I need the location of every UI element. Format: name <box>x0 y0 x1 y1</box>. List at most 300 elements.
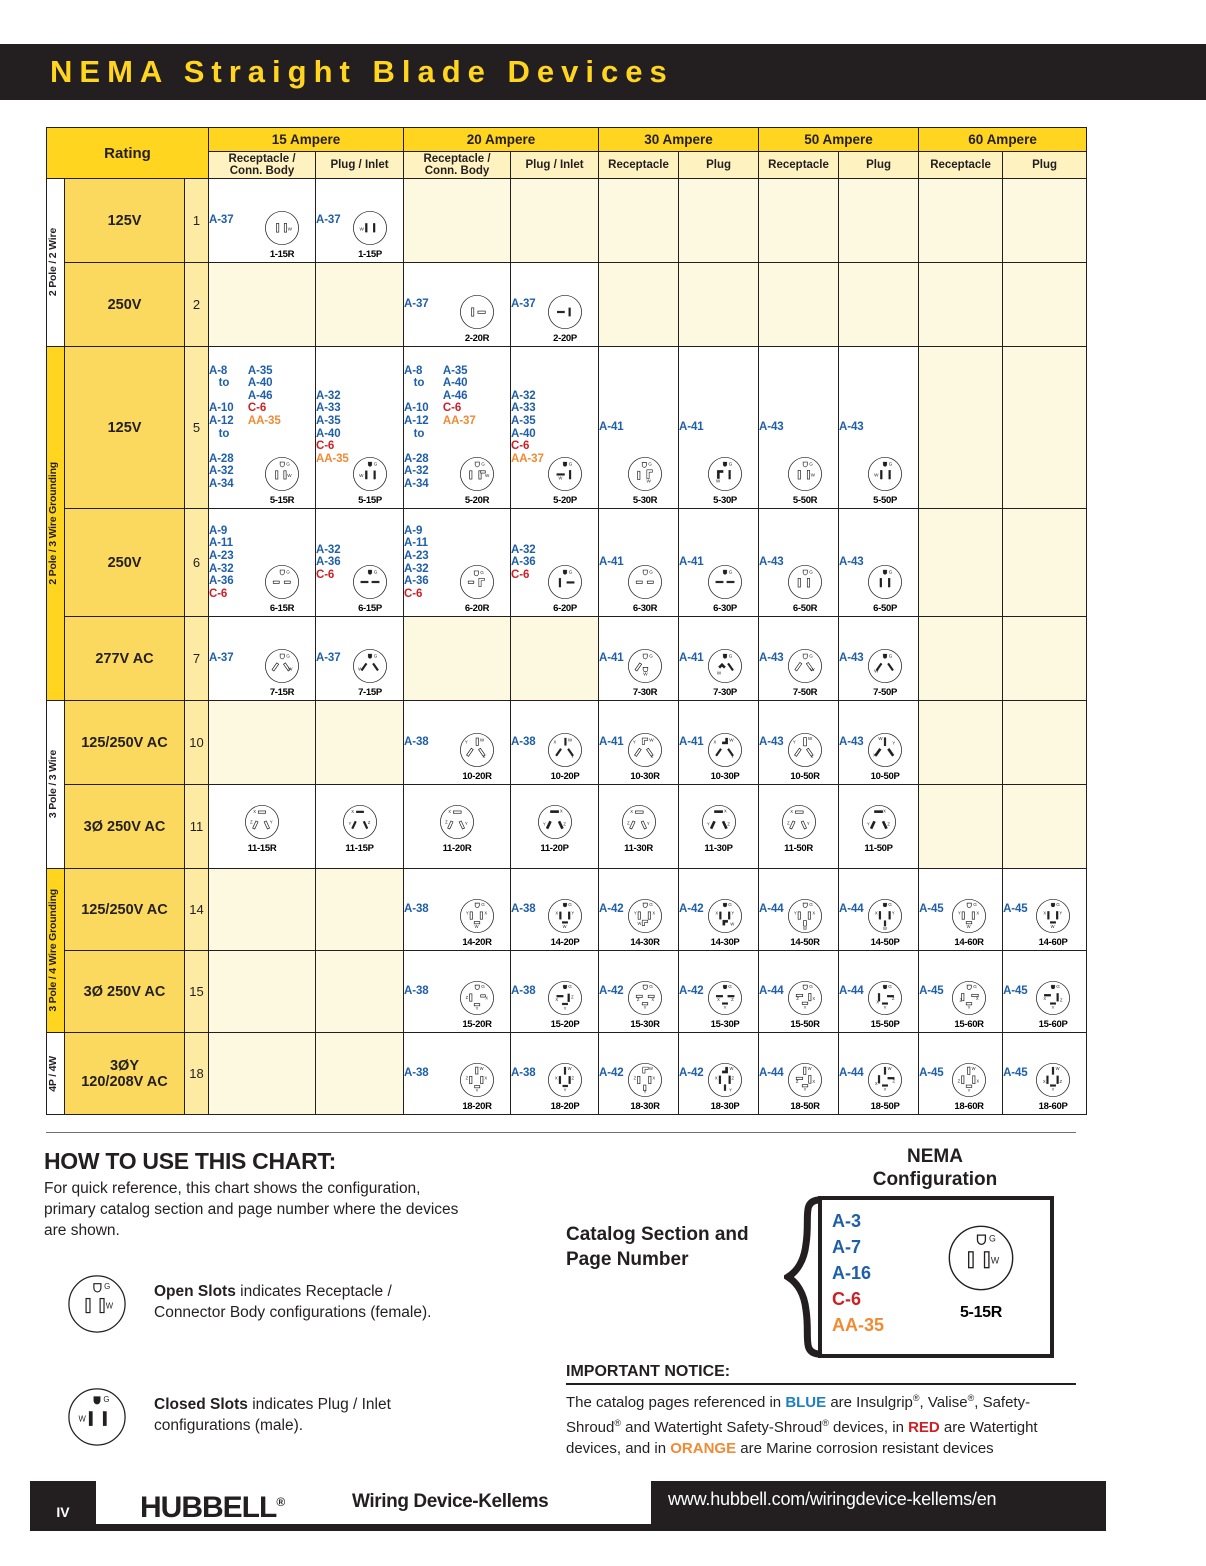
svg-text:G: G <box>286 461 290 467</box>
device-cell <box>599 951 679 1033</box>
empty-cell <box>316 263 404 347</box>
catalog-code[interactable]: A-46 <box>247 389 273 402</box>
hubbell-wordmark: HUBBELL <box>140 1491 277 1524</box>
device-figure <box>253 205 311 260</box>
device-cell <box>759 701 839 785</box>
device-figure <box>1024 975 1082 1030</box>
svg-text:Y: Y <box>729 1087 732 1093</box>
catalog-code[interactable]: A-35 <box>442 364 468 377</box>
catalog-code[interactable]: A-36 <box>404 575 429 588</box>
catalog-code[interactable]: A-41 <box>599 421 624 434</box>
catalog-code[interactable]: A-41 <box>599 736 624 749</box>
catalog-code[interactable]: A-32 <box>316 543 341 556</box>
subhead-line2: Conn. Body <box>229 165 295 177</box>
device-figure <box>233 799 291 854</box>
device-figure <box>940 893 998 948</box>
subhead-line2: Conn. Body <box>424 165 490 177</box>
device-cell <box>839 347 919 509</box>
catalog-code[interactable]: A-34 <box>209 477 234 490</box>
device-figure <box>776 451 834 506</box>
legend-device-figure <box>926 1214 1036 1322</box>
catalog-code[interactable]: A-44 <box>759 1067 784 1080</box>
nema-config-number: 1 <box>185 179 209 263</box>
device-name: 14-60P <box>1038 937 1068 948</box>
catalog-code[interactable]: to <box>413 427 425 440</box>
catalog-code[interactable]: A-42 <box>679 903 704 916</box>
device-name: 14-60R <box>954 937 984 948</box>
catalog-code[interactable]: A-36 <box>316 556 341 569</box>
table-row <box>47 785 1087 869</box>
catalog-code[interactable]: C-6 <box>247 402 267 415</box>
device-cell <box>209 785 316 869</box>
notice-red: RED <box>908 1419 940 1436</box>
svg-text:Y: Y <box>803 1005 807 1011</box>
svg-text:W: W <box>288 666 293 672</box>
svg-text:G: G <box>649 901 653 907</box>
catalog-code[interactable]: A-43 <box>839 652 864 665</box>
legend-open-rest: indicates Receptacle / Connector Body configurations (female). <box>154 1283 432 1321</box>
nema-config-number: 11 <box>185 785 209 869</box>
svg-text:Y: Y <box>464 820 468 826</box>
catalog-code[interactable]: C-6 <box>404 587 423 600</box>
catalog-reference-column <box>599 421 624 434</box>
catalog-code[interactable]: A-35 <box>247 364 273 377</box>
catalog-reference-column <box>511 985 536 998</box>
catalog-code[interactable]: C-6 <box>511 440 530 453</box>
svg-text:X: X <box>484 910 488 916</box>
svg-text:G: G <box>286 653 290 659</box>
svg-text:Y: Y <box>563 1005 567 1011</box>
catalog-code[interactable]: A-42 <box>599 985 624 998</box>
device-name: 11-20P <box>540 843 569 854</box>
catalog-code[interactable]: A-38 <box>404 1067 429 1080</box>
svg-text:Y: Y <box>958 910 961 916</box>
svg-text:Z: Z <box>892 995 895 1001</box>
catalog-code[interactable]: A-45 <box>919 1067 944 1080</box>
catalog-code[interactable]: A-23 <box>404 549 429 562</box>
device-cell <box>511 509 599 617</box>
catalog-code[interactable]: A-43 <box>759 556 784 569</box>
device-name: 11-15R <box>247 843 277 854</box>
catalog-code[interactable]: A-12 <box>404 414 429 427</box>
device-figure <box>448 451 506 506</box>
catalog-code[interactable]: A-41 <box>679 736 704 749</box>
empty-cell <box>1003 785 1087 869</box>
svg-text:X: X <box>253 808 257 814</box>
svg-text:W: W <box>358 666 363 672</box>
catalog-code[interactable]: A-11 <box>404 537 428 550</box>
catalog-code[interactable]: A-45 <box>1003 903 1028 916</box>
device-name: 10-50R <box>790 771 820 782</box>
device-name: 15-30P <box>710 1019 740 1030</box>
svg-text:G: G <box>728 569 733 575</box>
svg-text:W: W <box>887 1065 892 1071</box>
svg-text:G: G <box>649 653 653 659</box>
legend-catalog-code[interactable]: A-7 <box>832 1237 862 1257</box>
catalog-code[interactable]: AA-35 <box>316 452 349 465</box>
catalog-code[interactable]: A-42 <box>599 1067 624 1080</box>
catalog-code[interactable]: A-10 <box>209 402 234 415</box>
device-cell <box>404 509 511 617</box>
table-row <box>47 1033 1087 1115</box>
catalog-code[interactable]: A-34 <box>404 477 429 490</box>
device-cell <box>919 951 1003 1033</box>
svg-text:W: W <box>729 1065 734 1071</box>
amp-header-30: 30 Ampere <box>599 128 759 152</box>
empty-cell <box>919 509 1003 617</box>
device-name: 10-20R <box>462 771 492 782</box>
device-cell <box>839 951 919 1033</box>
svg-text:G: G <box>888 461 893 467</box>
catalog-code[interactable]: A-38 <box>404 903 429 916</box>
catalog-code[interactable]: A-38 <box>511 1067 536 1080</box>
catalog-reference-column <box>404 525 429 601</box>
catalog-code[interactable]: A-37 <box>316 652 341 665</box>
catalog-reference-column <box>511 903 536 916</box>
device-cell <box>679 785 759 869</box>
device-figure <box>616 643 674 698</box>
svg-text:Z: Z <box>795 1078 799 1084</box>
device-name: 18-50R <box>790 1101 820 1112</box>
catalog-references <box>839 421 918 434</box>
catalog-code[interactable]: C-6 <box>442 402 462 415</box>
catalog-code[interactable]: A-9 <box>209 524 228 537</box>
empty-cell <box>919 617 1003 701</box>
device-figure <box>341 643 399 698</box>
device-name: 11-50R <box>784 843 813 854</box>
svg-text:G: G <box>649 983 653 989</box>
catalog-code[interactable]: A-12 <box>209 414 234 427</box>
device-name: 15-50R <box>790 1019 820 1030</box>
device-figure <box>536 1057 594 1112</box>
catalog-code[interactable]: A-37 <box>404 298 429 311</box>
catalog-code[interactable]: A-43 <box>839 736 864 749</box>
device-figure <box>776 1057 834 1112</box>
catalog-code[interactable]: A-42 <box>679 1067 704 1080</box>
device-cell <box>839 617 919 701</box>
svg-text:X: X <box>482 753 486 759</box>
catalog-code[interactable]: A-9 <box>404 524 423 537</box>
catalog-code[interactable]: A-44 <box>839 1067 864 1080</box>
device-cell <box>316 347 404 509</box>
table-row <box>47 951 1087 1033</box>
notice-p3: , Valise <box>919 1394 968 1411</box>
svg-text:W: W <box>874 472 879 478</box>
device-cell <box>511 347 599 509</box>
catalog-code[interactable]: A-38 <box>511 985 536 998</box>
device-name: 7-15P <box>358 687 382 698</box>
device-figure <box>253 559 311 614</box>
legend-closed-slots <box>58 1378 464 1456</box>
svg-text:X: X <box>448 808 452 814</box>
svg-text:W: W <box>807 1065 812 1071</box>
device-name: 15-30R <box>630 1019 660 1030</box>
catalog-code[interactable]: A-41 <box>679 421 704 434</box>
catalog-code[interactable]: A-42 <box>599 903 624 916</box>
table-row <box>47 509 1087 617</box>
svg-text:W: W <box>484 472 490 478</box>
catalog-code[interactable]: A-33 <box>316 402 341 415</box>
subhead-line1: Receptacle / <box>423 152 491 165</box>
voltage-label: 277V AC <box>65 617 185 701</box>
device-figure <box>856 727 914 782</box>
svg-text:G: G <box>728 901 732 907</box>
catalog-code[interactable]: A-28 <box>404 452 429 465</box>
svg-text:X: X <box>629 808 633 814</box>
device-figure <box>856 975 914 1030</box>
svg-text:W: W <box>643 671 648 677</box>
catalog-code[interactable]: A-32 <box>511 543 536 556</box>
device-name: 7-30P <box>713 687 737 698</box>
device-figure <box>536 289 594 344</box>
device-cell <box>316 617 404 701</box>
important-notice-body <box>566 1388 1078 1459</box>
device-name: 10-20P <box>550 771 580 782</box>
catalog-code[interactable]: A-37 <box>316 214 341 227</box>
catalog-code[interactable]: A-42 <box>679 985 704 998</box>
empty-cell <box>209 1033 316 1115</box>
svg-text:G: G <box>568 901 572 907</box>
catalog-code[interactable]: to <box>218 377 230 390</box>
catalog-code[interactable]: A-43 <box>759 421 784 434</box>
svg-text:X: X <box>651 996 655 1002</box>
device-name: 14-20P <box>550 937 580 948</box>
catalog-code[interactable]: AA-35 <box>247 414 281 427</box>
catalog-code[interactable]: A-38 <box>404 736 429 749</box>
device-name: 14-20R <box>462 937 492 948</box>
svg-text:Y: Y <box>891 910 895 916</box>
svg-text:X: X <box>350 808 354 814</box>
catalog-reference-column <box>404 298 429 311</box>
nema-title-line2: Configuration <box>872 1169 998 1190</box>
catalog-code[interactable]: C-6 <box>316 440 335 453</box>
catalog-code[interactable]: A-41 <box>599 652 624 665</box>
svg-text:Y: Y <box>633 739 636 745</box>
nema-title-line1: NEMA <box>907 1146 963 1167</box>
catalog-code[interactable]: A-38 <box>511 903 536 916</box>
svg-text:G: G <box>809 983 813 989</box>
device-figure <box>536 975 594 1030</box>
catalog-code[interactable]: C-6 <box>316 568 335 581</box>
subhead-30-receptacle: Receptacle <box>599 152 679 179</box>
catalog-code[interactable]: A-37 <box>209 652 234 665</box>
catalog-code[interactable]: A-40 <box>511 427 536 440</box>
nema-config-number: 6 <box>185 509 209 617</box>
brand-subtitle: Wiring Device-Kellems <box>352 1491 549 1512</box>
svg-text:W: W <box>730 921 735 927</box>
catalog-code[interactable]: A-32 <box>209 562 234 575</box>
catalog-code[interactable]: A-45 <box>1003 985 1028 998</box>
device-figure <box>448 893 506 948</box>
legend-catalog-code[interactable]: A-3 <box>832 1211 862 1231</box>
svg-text:X: X <box>650 753 654 759</box>
catalog-code[interactable]: A-37 <box>209 214 234 227</box>
svg-text:G: G <box>973 983 977 989</box>
svg-text:X: X <box>559 808 563 814</box>
page-number: IV <box>56 1504 70 1520</box>
footer-url[interactable]: www.hubbell.com/wiringdevice-kellems/en <box>668 1489 997 1509</box>
catalog-code[interactable]: A-37 <box>511 298 536 311</box>
catalog-code[interactable]: A-43 <box>839 556 864 569</box>
svg-text:W: W <box>287 226 292 232</box>
device-figure <box>856 559 914 614</box>
catalog-code[interactable]: A-45 <box>919 903 944 916</box>
device-cell <box>209 509 316 617</box>
page-title: NEMA Straight Blade Devices <box>50 54 674 89</box>
subhead-50-receptacle: Receptacle <box>759 152 839 179</box>
nema-config-number: 5 <box>185 347 209 509</box>
device-name: 5-30P <box>713 495 737 506</box>
subhead-20-plug: Plug / Inlet <box>511 152 599 179</box>
svg-text:G: G <box>568 461 573 467</box>
device-figure <box>616 559 674 614</box>
catalog-code[interactable]: A-40 <box>316 427 341 440</box>
catalog-code[interactable]: to <box>413 377 425 390</box>
svg-text:Y: Y <box>646 821 650 827</box>
catalog-code[interactable]: A-11 <box>209 537 233 550</box>
catalog-code[interactable]: A-33 <box>511 402 536 415</box>
notice-reg3: ® <box>614 1418 622 1428</box>
svg-text:W: W <box>649 737 654 743</box>
svg-text:Z: Z <box>626 820 630 826</box>
device-name: 5-20R <box>464 495 490 506</box>
catalog-reference-column <box>679 421 704 434</box>
legend-closed-rest: indicates Plug / Inlet configurations (male). <box>154 1396 391 1434</box>
device-figure <box>448 559 506 614</box>
svg-text:W: W <box>807 735 813 741</box>
device-name: 7-50P <box>873 687 897 698</box>
device-name: 15-50P <box>870 1019 900 1030</box>
svg-text:Z: Z <box>445 819 448 825</box>
catalog-code[interactable]: A-40 <box>247 377 273 390</box>
catalog-code[interactable]: A-43 <box>759 652 784 665</box>
svg-text:Y: Y <box>967 1005 971 1011</box>
svg-text:Y: Y <box>1051 1005 1055 1011</box>
device-cell <box>839 785 919 869</box>
empty-cell <box>209 701 316 785</box>
catalog-code[interactable]: A-36 <box>511 556 536 569</box>
catalog-code[interactable]: A-8 <box>404 364 423 377</box>
catalog-code[interactable]: to <box>218 427 230 440</box>
svg-text:G: G <box>649 569 653 575</box>
empty-cell <box>839 263 919 347</box>
catalog-code[interactable]: A-32 <box>404 562 429 575</box>
catalog-code[interactable]: A-44 <box>759 985 784 998</box>
catalog-code[interactable]: A-43 <box>839 421 864 434</box>
catalog-code[interactable]: C-6 <box>209 587 228 600</box>
catalog-code[interactable]: A-45 <box>1003 1067 1028 1080</box>
device-name: 5-15R <box>269 495 295 506</box>
table-row <box>47 347 1087 509</box>
device-figure <box>1024 1057 1082 1112</box>
device-figure <box>690 799 748 854</box>
legend-catalog-code[interactable]: A-16 <box>832 1263 872 1283</box>
device-cell <box>679 951 759 1033</box>
svg-text:G: G <box>888 569 893 575</box>
device-cell <box>316 179 404 263</box>
svg-text:G: G <box>481 461 485 467</box>
nema-devices-table <box>46 127 1087 1115</box>
svg-text:G: G <box>888 983 892 989</box>
device-name: 5-15P <box>358 495 382 506</box>
legend-catalog-code[interactable]: C-6 <box>832 1289 862 1309</box>
catalog-code[interactable]: A-36 <box>209 575 234 588</box>
device-cell <box>679 701 759 785</box>
device-name: 11-30P <box>704 843 733 854</box>
catalog-code[interactable]: A-44 <box>759 903 784 916</box>
notice-orange: ORANGE <box>670 1440 737 1457</box>
device-cell <box>759 509 839 617</box>
catalog-code[interactable]: AA-37 <box>511 452 544 465</box>
catalog-references <box>679 421 758 434</box>
device-figure <box>856 1057 914 1112</box>
catalog-code[interactable]: A-32 <box>404 465 429 478</box>
device-cell <box>316 509 404 617</box>
catalog-reference-column <box>511 544 536 582</box>
catalog-code[interactable]: A-32 <box>316 389 341 402</box>
catalog-code[interactable]: A-38 <box>511 736 536 749</box>
catalog-code[interactable]: A-38 <box>404 985 429 998</box>
catalog-reference-column <box>404 365 434 491</box>
catalog-code[interactable]: A-45 <box>919 985 944 998</box>
catalog-code[interactable]: A-43 <box>759 736 784 749</box>
catalog-code[interactable]: A-10 <box>404 402 429 415</box>
device-figure <box>341 205 399 260</box>
catalog-code[interactable]: A-32 <box>209 465 234 478</box>
svg-text:Y: Y <box>633 910 637 916</box>
svg-text:Y: Y <box>643 1005 647 1011</box>
catalog-code[interactable]: A-46 <box>442 389 468 402</box>
device-figure <box>331 799 389 854</box>
device-figure <box>448 975 506 1030</box>
catalog-code[interactable]: A-41 <box>679 556 704 569</box>
svg-text:Z: Z <box>1060 997 1063 1003</box>
catalog-code[interactable]: A-44 <box>839 985 864 998</box>
catalog-reference-column <box>759 421 784 434</box>
svg-text:Z: Z <box>959 997 963 1003</box>
catalog-code[interactable]: C-6 <box>511 568 530 581</box>
device-cell <box>511 1033 599 1115</box>
catalog-code[interactable]: A-35 <box>511 414 536 427</box>
device-figure <box>253 451 311 506</box>
catalog-code[interactable]: AA-37 <box>442 414 476 427</box>
catalog-code[interactable]: A-44 <box>839 903 864 916</box>
empty-cell <box>404 617 511 701</box>
page-title-banner <box>0 44 1206 100</box>
catalog-code[interactable]: A-41 <box>599 556 624 569</box>
catalog-code[interactable]: A-23 <box>209 549 234 562</box>
catalog-code[interactable]: A-35 <box>316 414 341 427</box>
catalog-code[interactable]: A-28 <box>209 452 234 465</box>
device-cell <box>404 785 511 869</box>
svg-text:G: G <box>809 901 813 907</box>
empty-cell <box>759 263 839 347</box>
catalog-code[interactable]: A-32 <box>511 389 536 402</box>
catalog-code[interactable]: A-40 <box>442 377 468 390</box>
legend-catalog-code[interactable]: AA-35 <box>832 1315 885 1335</box>
svg-text:X: X <box>555 910 559 916</box>
catalog-reference-column <box>511 736 536 749</box>
device-name: 18-60R <box>954 1101 984 1112</box>
notice-p7: are Watertight devices, and in <box>566 1419 1038 1457</box>
svg-text:Z: Z <box>957 1078 961 1084</box>
svg-text:Y: Y <box>571 753 574 759</box>
svg-text:X: X <box>1043 995 1047 1001</box>
device-cell <box>599 347 679 509</box>
catalog-code[interactable]: A-8 <box>209 364 228 377</box>
catalog-code[interactable]: A-41 <box>679 652 704 665</box>
svg-text:X: X <box>976 1078 980 1084</box>
